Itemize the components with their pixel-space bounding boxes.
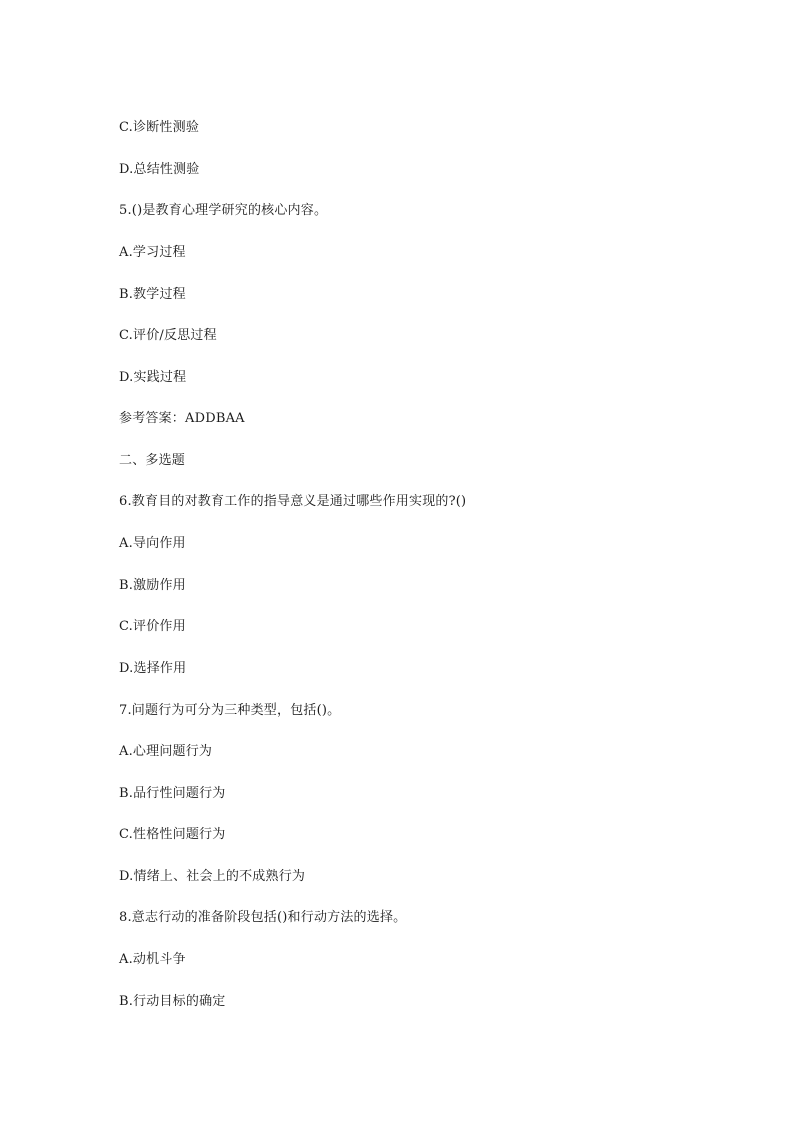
answer-key: 参考答案：ADDBAA (119, 411, 245, 426)
option-5b: B.教学过程 (119, 287, 186, 302)
option-8a: A.动机斗争 (119, 952, 186, 967)
question-6: 6.教育目的对教育工作的指导意义是通过哪些作用实现的?() (119, 494, 467, 509)
option-6c: C.评价作用 (119, 619, 186, 634)
option-7a: A.心理问题行为 (119, 744, 213, 759)
question-5: 5.()是教育心理学研究的核心内容。 (119, 203, 328, 218)
option-7c: C.性格性问题行为 (119, 827, 226, 842)
option-6b: B.激励作用 (119, 578, 186, 593)
option-4d: D.总结性测验 (119, 162, 200, 177)
option-5a: A.学习过程 (119, 245, 186, 260)
option-7d: D.情绪上、社会上的不成熟行为 (119, 869, 306, 884)
option-5c: C.评价/反思过程 (119, 328, 217, 343)
option-6d: D.选择作用 (119, 661, 187, 676)
question-8: 8.意志行动的准备阶段包括()和行动方法的选择。 (119, 910, 407, 925)
option-7b: B.品行性问题行为 (119, 786, 226, 801)
option-5d: D.实践过程 (119, 370, 187, 385)
option-6a: A.导向作用 (119, 536, 186, 551)
option-4c: C.诊断性测验 (119, 120, 200, 135)
option-8b: B.行动目标的确定 (119, 994, 226, 1009)
question-7: 7.问题行为可分为三种类型，包括()。 (119, 703, 341, 718)
section-heading: 二、多选题 (119, 453, 186, 468)
